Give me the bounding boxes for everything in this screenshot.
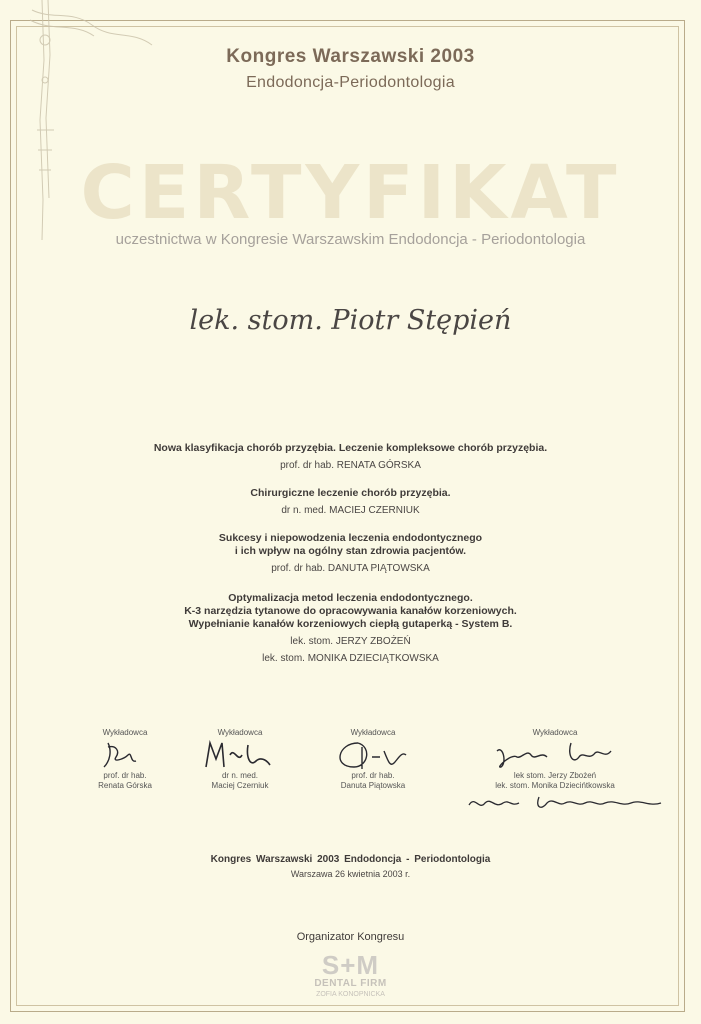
lecture-item — [0, 592, 701, 665]
signature-block — [318, 728, 428, 791]
handwritten-signature — [328, 737, 418, 771]
signature-name: Renata Górska — [98, 781, 152, 790]
signature-name: lek stom. Jerzy Zbożeń — [513, 771, 597, 780]
lecture-title: Chirurgiczne leczenie chorób przyzębia. — [250, 487, 451, 499]
lecture-item — [0, 442, 701, 472]
organizer-label: Organizator Kongresu — [296, 931, 405, 943]
lecture-title: i ich wpływ na ogólny stan zdrowia pacjentów. — [234, 545, 467, 557]
signature-label: Wykładowca — [532, 728, 578, 737]
lecture-item — [0, 532, 701, 575]
lecture-title: Wypełnianie kanałów korzeniowych ciepłą gutaperką - System B. — [188, 618, 513, 630]
organizer-logo-tag: ZOFIA KONOPNICKA — [316, 991, 385, 998]
handwritten-signature — [475, 737, 635, 771]
lecture-speaker: lek. stom. JERZY ZBOŻEŃ — [290, 636, 411, 647]
certificate-subtitle: uczestnictwa w Kongresie Warszawskim Endodoncja - Periodontologia — [115, 231, 586, 248]
signature-block — [455, 728, 655, 813]
lecture-speaker: prof. dr hab. RENATA GÓRSKA — [280, 460, 421, 471]
handwritten-signature — [200, 737, 280, 771]
lecture-title: K-3 narzędzia tytanowe do opracowywania kanałów korzeniowych. — [184, 605, 517, 617]
signature-name: prof. dr hab. — [351, 771, 395, 780]
lecture-speaker: lek. stom. MONIKA DZIECIĄTKOWSKA — [262, 653, 439, 664]
signature-name: lek. stom. Monika Dziecińtkowska — [495, 781, 615, 790]
lecture-item — [0, 487, 701, 517]
organizer-logo-main: S+M — [321, 950, 380, 980]
signature-name: prof. dr hab. — [103, 771, 147, 780]
signature-name: Maciej Czerniuk — [211, 781, 269, 790]
organizer-logo-sub: DENTAL FIRM — [314, 978, 387, 989]
footer-event: Kongres Warszawski 2003 Endodoncja - Periodontologia — [210, 854, 491, 865]
footer-place-date: Warszawa 26 kwietnia 2003 r. — [290, 869, 411, 879]
signature-name: Danuta Piątowska — [340, 781, 406, 790]
signature-block — [85, 728, 165, 791]
signature-label: Wykładowca — [102, 728, 148, 737]
signature-name: dr n. med. — [221, 771, 258, 780]
congress-subtitle: Endodoncja-Periodontologia — [246, 74, 455, 91]
signature-block — [195, 728, 285, 791]
lecture-speaker: prof. dr hab. DANUTA PIĄTOWSKA — [271, 563, 430, 574]
recipient-name: lek. stom. Piotr Stępień — [189, 305, 512, 336]
certificate-title: CERTYFIKAT — [80, 150, 621, 236]
lecture-speaker: dr n. med. MACIEJ CZERNIUK — [281, 505, 420, 516]
signature-label: Wykładowca — [217, 728, 263, 737]
lecture-title: Sukcesy i niepowodzenia leczenia endodontycznego — [218, 532, 483, 544]
congress-title: Kongres Warszawski 2003 — [226, 46, 475, 67]
signature-label: Wykładowca — [350, 728, 396, 737]
lecture-title: Nowa klasyfikacja chorób przyzębia. Leczenie kompleksowe chorób przyzębia. — [153, 442, 548, 454]
lecture-title: Optymalizacja metod leczenia endodontycznego. — [228, 592, 473, 604]
handwritten-signature — [90, 737, 160, 771]
handwritten-signature — [465, 791, 675, 813]
